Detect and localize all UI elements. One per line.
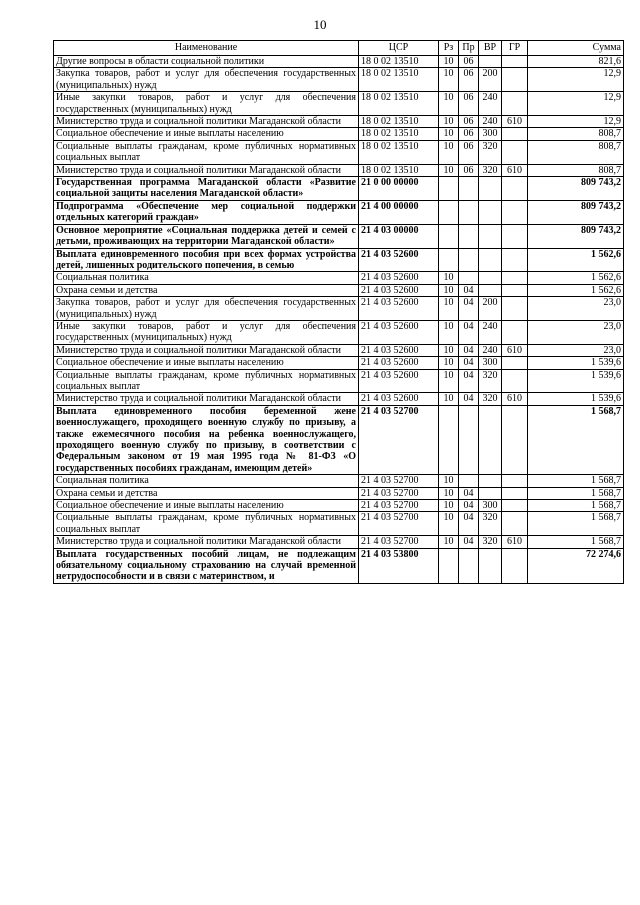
row-pr-cell: 06 [459,116,479,128]
row-pr-cell [459,177,479,201]
table-row [54,116,624,128]
table-row [54,369,624,393]
row-csr-cell: 21 4 03 00000 [359,224,439,248]
row-sum-cell: 1 568,7 [528,536,624,548]
row-gr-cell [502,512,528,536]
row-rz-cell: 10 [439,128,459,140]
row-gr-cell [502,284,528,296]
row-sum-cell: 12,9 [528,92,624,116]
row-pr-cell: 04 [459,320,479,344]
row-pr-cell: 04 [459,487,479,499]
row-name-cell: Государственная программа Магаданской области «Развитие социальной защиты населения Магаданской области» [54,177,359,201]
row-rz-cell [439,224,459,248]
row-gr-cell: 610 [502,393,528,405]
row-sum-cell: 809 743,2 [528,177,624,201]
row-csr-cell: 21 4 03 52700 [359,487,439,499]
table-row [54,475,624,487]
row-name-cell: Министерство труда и социальной политики Магаданской области [54,164,359,176]
table-row [54,297,624,321]
row-name-cell: Выплата государственных пособий лицам, не подлежащим обязательному социальному страхованию на случай временной нетрудоспособности и в связи с материнством, и [54,548,359,583]
row-gr-cell [502,272,528,284]
row-gr-cell [502,487,528,499]
row-rz-cell: 10 [439,475,459,487]
row-vr-cell [479,272,502,284]
row-gr-cell [502,92,528,116]
row-name-cell: Социальные выплаты гражданам, кроме публичных нормативных социальных выплат [54,140,359,164]
row-vr-cell: 320 [479,369,502,393]
row-rz-cell: 10 [439,164,459,176]
row-name-cell: Основное мероприятие «Социальная поддержка детей и семей с детьми, проживающих на территории Магаданской области» [54,224,359,248]
row-sum-cell: 808,7 [528,128,624,140]
row-pr-cell: 04 [459,297,479,321]
row-vr-cell: 240 [479,320,502,344]
row-sum-cell: 808,7 [528,164,624,176]
row-name-cell: Выплата единовременного пособия при всех формах устройства детей, лишенных родительского попечения, в семью [54,248,359,272]
row-rz-cell: 10 [439,320,459,344]
row-vr-cell: 240 [479,92,502,116]
table-row [54,164,624,176]
header-name: Наименование [54,41,359,56]
row-sum-cell: 1 539,6 [528,369,624,393]
row-sum-cell: 23,0 [528,344,624,356]
row-vr-cell [479,475,502,487]
row-sum-cell: 12,9 [528,116,624,128]
row-gr-cell: 610 [502,164,528,176]
row-csr-cell: 21 4 03 52600 [359,284,439,296]
row-name-cell: Закупка товаров, работ и услуг для обеспечения государственных (муниципальных) нужд [54,297,359,321]
row-csr-cell: 18 0 02 13510 [359,56,439,68]
row-pr-cell: 06 [459,140,479,164]
table-row [54,548,624,583]
table-row [54,68,624,92]
row-csr-cell: 18 0 02 13510 [359,128,439,140]
row-name-cell: Другие вопросы в области социальной политики [54,56,359,68]
row-csr-cell: 18 0 02 13510 [359,164,439,176]
row-name-cell: Министерство труда и социальной политики Магаданской области [54,536,359,548]
row-vr-cell: 320 [479,536,502,548]
row-name-cell: Министерство труда и социальной политики Магаданской области [54,116,359,128]
row-pr-cell: 04 [459,536,479,548]
table-row [54,284,624,296]
row-pr-cell: 04 [459,393,479,405]
row-csr-cell: 18 0 02 13510 [359,140,439,164]
header-vr: ВР [479,41,502,56]
row-name-cell: Министерство труда и социальной политики Магаданской области [54,344,359,356]
row-vr-cell [479,284,502,296]
row-pr-cell: 04 [459,357,479,369]
row-vr-cell [479,200,502,224]
row-csr-cell: 21 0 00 00000 [359,177,439,201]
row-rz-cell: 10 [439,140,459,164]
row-gr-cell [502,405,528,474]
row-vr-cell [479,177,502,201]
row-vr-cell [479,56,502,68]
row-rz-cell: 10 [439,92,459,116]
row-csr-cell: 18 0 02 13510 [359,68,439,92]
row-csr-cell: 21 4 03 52700 [359,405,439,474]
row-rz-cell [439,177,459,201]
row-pr-cell: 06 [459,56,479,68]
row-sum-cell: 1 568,7 [528,405,624,474]
row-gr-cell [502,224,528,248]
budget-table [53,40,624,584]
row-gr-cell [502,200,528,224]
header-rz: Рз [439,41,459,56]
row-sum-cell: 1 568,7 [528,475,624,487]
row-sum-cell: 1 562,6 [528,248,624,272]
row-csr-cell: 18 0 02 13510 [359,92,439,116]
table-header-row [54,41,624,56]
table-row [54,405,624,474]
row-sum-cell: 1 568,7 [528,500,624,512]
row-rz-cell: 10 [439,68,459,92]
row-vr-cell: 240 [479,344,502,356]
row-sum-cell: 1 562,6 [528,284,624,296]
row-gr-cell [502,56,528,68]
row-pr-cell: 04 [459,512,479,536]
page-number: 10 [313,17,327,32]
table-row [54,536,624,548]
header-gr: ГР [502,41,528,56]
row-rz-cell: 10 [439,344,459,356]
row-csr-cell: 21 4 03 52700 [359,536,439,548]
row-pr-cell: 06 [459,164,479,176]
row-vr-cell: 200 [479,297,502,321]
row-rz-cell: 10 [439,56,459,68]
table-row [54,393,624,405]
header-csr: ЦСР [359,41,439,56]
row-name-cell: Социальная политика [54,272,359,284]
row-gr-cell [502,297,528,321]
row-name-cell: Социальное обеспечение и иные выплаты населению [54,128,359,140]
row-sum-cell: 1 562,6 [528,272,624,284]
table-row [54,344,624,356]
row-rz-cell [439,405,459,474]
row-csr-cell: 21 4 03 52600 [359,357,439,369]
row-vr-cell [479,548,502,583]
row-csr-cell: 21 4 03 52600 [359,320,439,344]
row-sum-cell: 72 274,6 [528,548,624,583]
row-pr-cell: 06 [459,128,479,140]
row-gr-cell [502,500,528,512]
table-row [54,512,624,536]
row-sum-cell: 809 743,2 [528,224,624,248]
row-sum-cell: 12,9 [528,68,624,92]
row-rz-cell: 10 [439,512,459,536]
row-pr-cell [459,548,479,583]
row-vr-cell [479,487,502,499]
row-vr-cell: 300 [479,500,502,512]
table-body [54,56,624,584]
row-pr-cell [459,200,479,224]
row-rz-cell [439,200,459,224]
table-row [54,320,624,344]
row-pr-cell [459,405,479,474]
row-vr-cell: 320 [479,140,502,164]
row-name-cell: Иные закупки товаров, работ и услуг для обеспечения государственных (муниципальных) нужд [54,92,359,116]
row-rz-cell: 10 [439,393,459,405]
row-vr-cell [479,224,502,248]
row-pr-cell [459,272,479,284]
row-sum-cell: 1 539,6 [528,393,624,405]
row-vr-cell: 240 [479,116,502,128]
row-gr-cell [502,320,528,344]
row-pr-cell [459,475,479,487]
row-csr-cell: 21 4 03 52700 [359,475,439,487]
table-row [54,487,624,499]
row-name-cell: Социальные выплаты гражданам, кроме публичных нормативных социальных выплат [54,512,359,536]
table-row [54,248,624,272]
row-csr-cell: 21 4 03 52600 [359,393,439,405]
row-vr-cell: 320 [479,512,502,536]
row-vr-cell: 320 [479,164,502,176]
row-csr-cell: 21 4 03 52600 [359,297,439,321]
row-vr-cell: 300 [479,357,502,369]
row-name-cell: Закупка товаров, работ и услуг для обеспечения государственных (муниципальных) нужд [54,68,359,92]
row-pr-cell [459,248,479,272]
row-name-cell: Социальные выплаты гражданам, кроме публичных нормативных социальных выплат [54,369,359,393]
row-sum-cell: 1 539,6 [528,357,624,369]
row-pr-cell: 04 [459,344,479,356]
row-gr-cell [502,369,528,393]
row-name-cell: Министерство труда и социальной политики Магаданской области [54,393,359,405]
row-name-cell: Социальное обеспечение и иные выплаты населению [54,357,359,369]
row-gr-cell [502,357,528,369]
row-rz-cell: 10 [439,357,459,369]
row-sum-cell: 809 743,2 [528,200,624,224]
row-csr-cell: 21 4 03 53800 [359,548,439,583]
row-gr-cell [502,248,528,272]
row-name-cell: Подпрограмма «Обеспечение мер социальной поддержки отдельных категорий граждан» [54,200,359,224]
table-row [54,224,624,248]
row-sum-cell: 1 568,7 [528,512,624,536]
row-gr-cell [502,68,528,92]
row-csr-cell: 21 4 03 52600 [359,272,439,284]
table-row [54,92,624,116]
row-gr-cell [502,548,528,583]
row-vr-cell: 300 [479,128,502,140]
row-pr-cell [459,224,479,248]
row-rz-cell [439,548,459,583]
row-csr-cell: 21 4 03 52700 [359,500,439,512]
row-rz-cell: 10 [439,284,459,296]
table-row [54,128,624,140]
row-gr-cell: 610 [502,116,528,128]
table-row [54,357,624,369]
row-sum-cell: 821,6 [528,56,624,68]
row-rz-cell: 10 [439,487,459,499]
row-pr-cell: 04 [459,284,479,296]
row-gr-cell [502,128,528,140]
row-csr-cell: 21 4 03 52700 [359,512,439,536]
table-row [54,140,624,164]
row-gr-cell [502,140,528,164]
header-sum: Сумма [528,41,624,56]
row-name-cell: Социальное обеспечение и иные выплаты населению [54,500,359,512]
row-csr-cell: 21 4 03 52600 [359,369,439,393]
row-vr-cell: 320 [479,393,502,405]
row-csr-cell: 21 4 00 00000 [359,200,439,224]
row-name-cell: Охрана семьи и детства [54,284,359,296]
table-row [54,200,624,224]
row-rz-cell: 10 [439,369,459,393]
row-name-cell: Выплата единовременного пособия беременной жене военнослужащего, проходящего военную службу по призыву, а также ежемесячного пособия на ребенка военнослужащего, проходящего военную службу по призыву, в соответствии с Федеральным законом от 19 мая 1995 года № 81-ФЗ «О государственных пособиях гражданам, имеющим детей» [54,405,359,474]
table-row [54,500,624,512]
row-vr-cell [479,248,502,272]
row-pr-cell: 06 [459,92,479,116]
row-csr-cell: 21 4 03 52600 [359,344,439,356]
row-csr-cell: 21 4 03 52600 [359,248,439,272]
row-name-cell: Иные закупки товаров, работ и услуг для обеспечения государственных (муниципальных) нужд [54,320,359,344]
row-rz-cell: 10 [439,272,459,284]
row-sum-cell: 23,0 [528,297,624,321]
table-row [54,177,624,201]
row-sum-cell: 808,7 [528,140,624,164]
row-csr-cell: 18 0 02 13510 [359,116,439,128]
header-pr: Пр [459,41,479,56]
row-gr-cell: 610 [502,344,528,356]
table-row [54,272,624,284]
row-rz-cell: 10 [439,536,459,548]
row-gr-cell: 610 [502,536,528,548]
row-sum-cell: 1 568,7 [528,487,624,499]
row-name-cell: Охрана семьи и детства [54,487,359,499]
row-rz-cell: 10 [439,500,459,512]
row-pr-cell: 04 [459,369,479,393]
row-rz-cell: 10 [439,116,459,128]
row-vr-cell: 200 [479,68,502,92]
row-gr-cell [502,475,528,487]
row-sum-cell: 23,0 [528,320,624,344]
row-pr-cell: 06 [459,68,479,92]
table-row [54,56,624,68]
row-rz-cell [439,248,459,272]
row-gr-cell [502,177,528,201]
row-rz-cell: 10 [439,297,459,321]
row-name-cell: Социальная политика [54,475,359,487]
row-vr-cell [479,405,502,474]
row-pr-cell: 04 [459,500,479,512]
